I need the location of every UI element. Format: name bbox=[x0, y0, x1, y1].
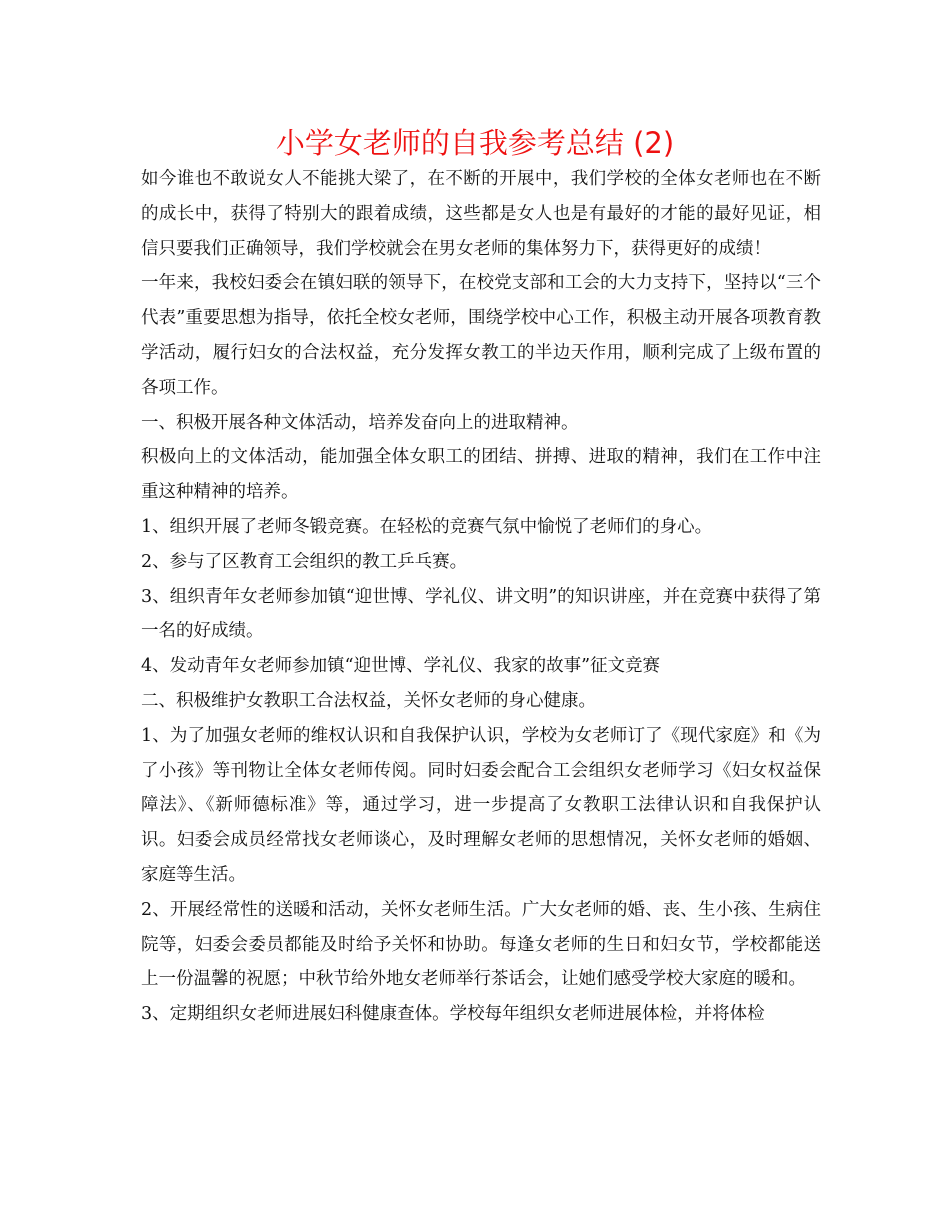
section-1-item-1: 1、组织开展了老师冬锻竞赛。在轻松的竞赛气氛中愉悦了老师们的身心。 bbox=[141, 516, 713, 537]
document-title: 小学女老师的自我参考总结 (2) bbox=[275, 126, 675, 160]
section-1-item-4: 4、发动青年女老师参加镇“迎世博、学礼仪、我家的故事”征文竞赛 bbox=[141, 656, 661, 677]
intro-paragraph: 如今谁也不敢说女人不能挑大梁了，在不断的开展中，我们学校的全体女老师也在不断的成长中，获得了特别大的跟着成绩，这些都是女人也是有最好的才能的最好见证，相信只要我们正确领导，我们学校就会在男女老师的集体努力下，获得更好的成绩！ bbox=[141, 169, 821, 259]
section-heading-1: 一、积极开展各种文体活动，培养发奋向上的进取精神。 bbox=[141, 412, 579, 433]
document-body bbox=[141, 162, 821, 1032]
section-1-intro: 积极向上的文体活动，能加强全体女职工的团结、拼搏、进取的精神，我们在工作中注重这种精神的培养。 bbox=[141, 447, 821, 503]
section-2-item-3: 3、定期组织女老师进展妇科健康查体。学校每年组织女老师进展体检，并将体检 bbox=[141, 1004, 765, 1025]
section-2-item-1: 1、为了加强女老师的维权认识和自我保护认识，学校为女老师订了《现代家庭》和《为了小孩》等刊物让全体女老师传阅。同时妇委会配合工会组织女老师学习《妇女权益保障法》、《新师德标准》等，通过学习，进一步提高了女教职工法律认识和自我保护认识。妇委会成员经常找女老师谈心，及时理解女老师的思想情况，关怀女老师的婚姻、家庭等生活。 bbox=[141, 725, 821, 885]
section-heading-2: 二、积极维护女教职工合法权益，关怀女老师的身心健康。 bbox=[141, 690, 596, 711]
section-1-item-2: 2、参与了区教育工会组织的教工乒乓赛。 bbox=[141, 551, 468, 572]
overview-paragraph: 一年来，我校妇委会在镇妇联的领导下，在校党支部和工会的大力支持下，坚持以“三个代表”重要思想为指导，依托全校女老师，围绕学校中心工作，积极主动开展各项教育教学活动，履行妇女的合法权益，充分发挥女教工的半边天作用，顺利完成了上级布置的各项工作。 bbox=[141, 273, 821, 398]
section-2-item-2: 2、开展经常性的送暖和活动，关怀女老师生活。广大女老师的婚、丧、生小孩、生病住院等，妇委会委员都能及时给予关怀和协助。每逢女老师的生日和妇女节，学校都能送上一份温馨的祝愿；中秋节给外地女老师举行茶话会，让她们感受学校大家庭的暖和。 bbox=[141, 899, 821, 990]
section-1-item-3: 3、组织青年女老师参加镇“迎世博、学礼仪、讲文明”的知识讲座，并在竞赛中获得了第一名的好成绩。 bbox=[141, 586, 821, 642]
